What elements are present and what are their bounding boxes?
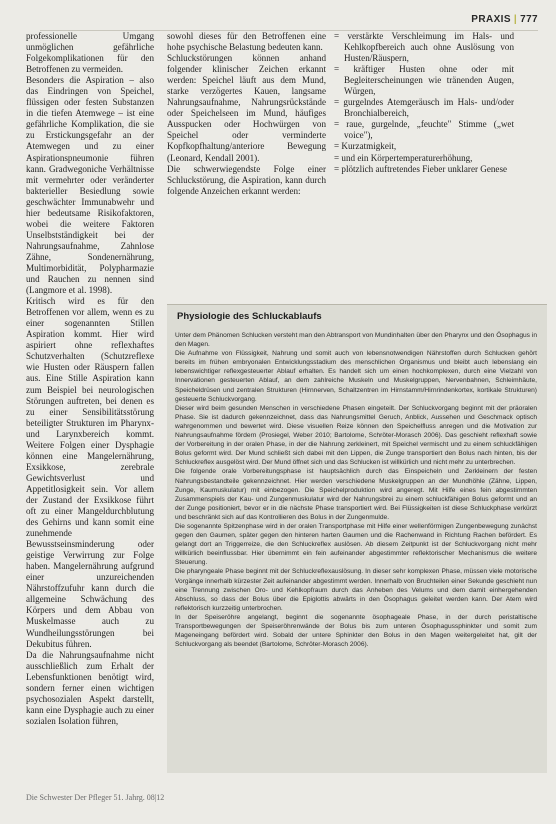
column-2	[167, 31, 326, 197]
info-box-body	[175, 331, 537, 649]
info-box-title: Physiologie des Schluckablaufs	[177, 311, 322, 322]
box-paragraph: Dieser wird beim gesunden Menschen in verschiedene Phasen eingeteilt. Der Schluckvorgang beginnt mit der präoralen Phase. Sie ist dadurch gekennzeichnet, dass das Nahrungsmittel Geruch, Anblick, Aussehen und Geschmack optisch wahrgenommen und bewertet wird. Diese visuellen Reize können den Speichelfluss anregen und die Motivation zur Nahrungsaufnahme fördern (Prosiegel, Weber 2010; Bartolome, Schröter-Morasch 2006). Das geschieht reflexhaft sowie der Vorbereitung in der oralen Phase, in der die Nahrung zerkleinert, mit Speichel vermischt und zu einem schluckfähigen Bolus geformt wird. Der Mund schließt sich dabei mit den Lippen, die Zunge transportiert den Bolus nach hinten, bis der Schluckreflex ausgelöst wird. Der Mund öffnet sich und das Schlucken ist willkürlich und nicht mehr zu unterbrechen.	[175, 404, 537, 467]
list-item: = und ein Körpertemperaturerhöhung,	[334, 152, 473, 163]
box-paragraph: Unter dem Phänomen Schlucken versteht man den Abtransport von Mundinhalten über den Pharynx und den Ösophagus in den Magen.	[175, 332, 537, 349]
box-paragraph: In der Speiseröhre angelangt, beginnt die sogenannte ösophageale Phase, in der durch peristaltische Transportbewegungen der Speiseröhrenwände der Bolus bis zum unteren Ösophagussphinkter und somit zum Mageneingang befördert wird. Sobald der untere Sphinkter den Bolus in den Magen weitergeleitet hat, gilt der Schluckvorgang als beendet (Bartolome, Schröter-Morasch 2006).	[175, 613, 537, 649]
info-box	[167, 304, 547, 773]
paragraph: sowohl dieses für den Betroffenen eine hohe psychische Belastung bedeuten kann.	[167, 31, 326, 53]
list-item: = gurgelndes Atemgeräusch im Hals- und/oder Bronchialbereich,	[334, 97, 514, 119]
list-item: = kräftiger Husten ohne oder mit Begleiterscheinungen wie tränenden Augen, Würgen,	[334, 64, 514, 97]
list-item: = Kurzatmigkeit,	[334, 141, 397, 152]
paragraph: Besonders die Aspiration – also das Eindringen von Speichel, flüssigen oder festen Substanzen in die tiefen Atemwege – ist eine gefährliche Komplikation, die sie zu Erstickungsgefahr an der Atemwegen und zu einer Aspirationspneumonie führen kann. Gradwegoniche Verhältnisse mit vermehrter oder veränderter bakterieller Besiedlung sowie geschwächter Immunabwehr und hier bedeutsame Risikofaktoren, wobei die weitere Faktoren Unselbstständigkeit bei der Nahrungsaufnahme, Zahnlose Zähne, Sondenernährung, Multimorbidität, Polypharmazie und Rauchen zu nennen sind (Langmore et al. 1998).	[26, 75, 154, 296]
paragraph: Kritisch wird es für den Betroffenen vor allem, wenn es zu einer sogenannten Stillen Aspiration kommt. Hier wird aspiriert ohne reflexhaftes Schutzverhalten (Schutzreflexe wie Husten oder Räuspern fallen aus. Eine Stille Aspiration kann zum Beispiel bei neurologischen Störungen auftreten, bei denen es zu einer Sensibilitätsstörung beteiligter Strukturen im Pharynx- und Larynxbereich kommt. Weitere Folgen einer Dysphagie können eine Mangelernährung, Exsikkose, zerebrale Gewichtsverlust und Appetitlosigkeit sein. Vor allem der Zustand der Exsikkose führt oft zu einer Mangeldurchblutung des Gehirns und kann somit eine zunehmende Bewusstseinsminderung oder geistige Verwirrung zur Folge haben. Mangelernährung aufgrund einer unzureichenden Nährstoffzufuhr kann durch die allgemeine Schwächung des Körpers und dem Abbau von Muskelmasse auch zu Wundheilungsstörungen bei Dekubitus führen.	[26, 296, 154, 649]
list-item: = verstärkte Verschleimung im Hals- und Kehlkopfbereich auch ohne Auslösung von Husten/Räuspern,	[334, 31, 514, 64]
box-paragraph: Die Aufnahme von Flüssigkeit, Nahrung und somit auch von lebensnotwendigen Nährstoffen durch Schlucken gehört bereits im frühen embryonalen Entwicklungsstadium des menschlichen Organismus und bleibt auch lebenslang ein lebenswichtiger reflexgesteuerter Ablauf erhalten. Es handelt sich um einen hochkomplexen, durch eine Vielzahl von Innervationen gesteuerten Ablauf, an dem zahlreiche Muskeln und Muskelgruppen, Nervenbahnen, Schleimhäute, Speicheldrüsen und zentralen Strukturen (Hirnnerven, Schaltzentren im Hirnstamm/Hirnrindenkortex, kortikale Strukturen) gesteuerte Schluckvorgang.	[175, 350, 537, 403]
page-header	[471, 14, 538, 25]
paragraph: Schluckstörungen können anhand folgender klinischer Zeichen erkannt werden: Speichel läuft aus dem Mund, starke verzögertes Kauen, langsame Nahrungsaufnahme, Nahrungsrückstände oder Speichelseen im Mund, häufiges Ausspucken oder Hochwürgen von Speichel oder verminderte Kopfkopfhaltung/anteriore Bewegung (Leonard, Kendall 2001).	[167, 53, 326, 163]
column-1	[26, 31, 154, 727]
paragraph: professionelle Umgang unmöglichen gefährliche Folgekomplikationen für den Betroffenen zu vermeiden.	[26, 31, 154, 75]
page-number: 777	[520, 14, 538, 25]
box-paragraph: Die sogenannte Spitzenphase wird in der oralen Transportphase mit Hilfe einer wellenförmigen Zungenbewegung zunächst gegen den Gaumen, später gegen den hinteren harten Gaumen und die Rachenwand in Richtung Rachen befördert. Es gelangt dort an Triggerreize, die den Schluckreflex auslösen. Ab diesem Zeitpunkt ist der Schluckvorgang nicht mehr willkürlich beeinflussbar. Hier übernimmt ein fein aufeinander abgestimmter reflektorischer Mechanismus die weitere Steuerung.	[175, 522, 537, 567]
column-3	[334, 31, 514, 175]
page-footer: Die Schwester Der Pfleger 51. Jahrg. 08|12	[26, 793, 165, 802]
header-separator: |	[513, 14, 518, 25]
list-item: = raue, gurgelnde, „feuchte" Stimme („wet voice"),	[334, 119, 514, 141]
section-label: PRAXIS	[471, 14, 511, 25]
paragraph: Die schwerwiegendste Folge einer Schluckstörung, die Aspiration, kann durch folgende Anzeichen erkannt werden:	[167, 163, 326, 196]
box-paragraph: Die folgende orale Vorbereitungsphase ist hauptsächlich durch das Einspeicheln und Zerkleinern der festen Nahrungsbestandteile gekennzeichnet. Hier werden verschiedene Muskelgruppen an der Mundhöhle (Zähne, Lippen, Zunge, Kaumuskulatur) mit einbezogen. Die Speichelproduktion wird angeregt. Mit Hilfe eines fein abgestimmten Zusammenspiels der Kau- und Zungenmuskulatur wird der Nahrungsbrei zu einem schluckfähigen Bolus geformt und an der Zunge positioniert, bevor er in die nächste Phase transportiert wird. Bei Flüssigkeiten ist diese Schluckphase verkürzt und beschränkt sich auf das Kontrollieren des Bolus in der Zungenmulde.	[175, 468, 537, 521]
list-item: = plötzlich auftretendes Fieber unklarer Genese	[334, 163, 508, 174]
box-paragraph: Die pharyngeale Phase beginnt mit der Schluckreflexauslösung. In dieser sehr komplexen Phase, müssen viele motorische Vorgänge innerhalb kürzester Zeit aufeinander abgestimmt werden. Innerhalb von Bruchteilen einer Sekunde geschieht nun eine Trennung zwischen Oro- und Kehlkopfraum durch das Anheben des Velums und dem damit einhergehenden Abschluss, so dass der Bolus über die Epiglottis abwärts in den Ösophagus geleitet werden kann. Der Atem wird reflektorisch kurzzeitig unterbrochen.	[175, 568, 537, 612]
paragraph: Da die Nahrungsaufnahme nicht ausschließlich zum Erhalt der Lebensfunktionen benötigt wird, sondern ferner einen wichtigen psychosozialen Aspekt darstellt, kann eine Dysphagie auch zu einer sozialen Isolation führen,	[26, 649, 154, 726]
